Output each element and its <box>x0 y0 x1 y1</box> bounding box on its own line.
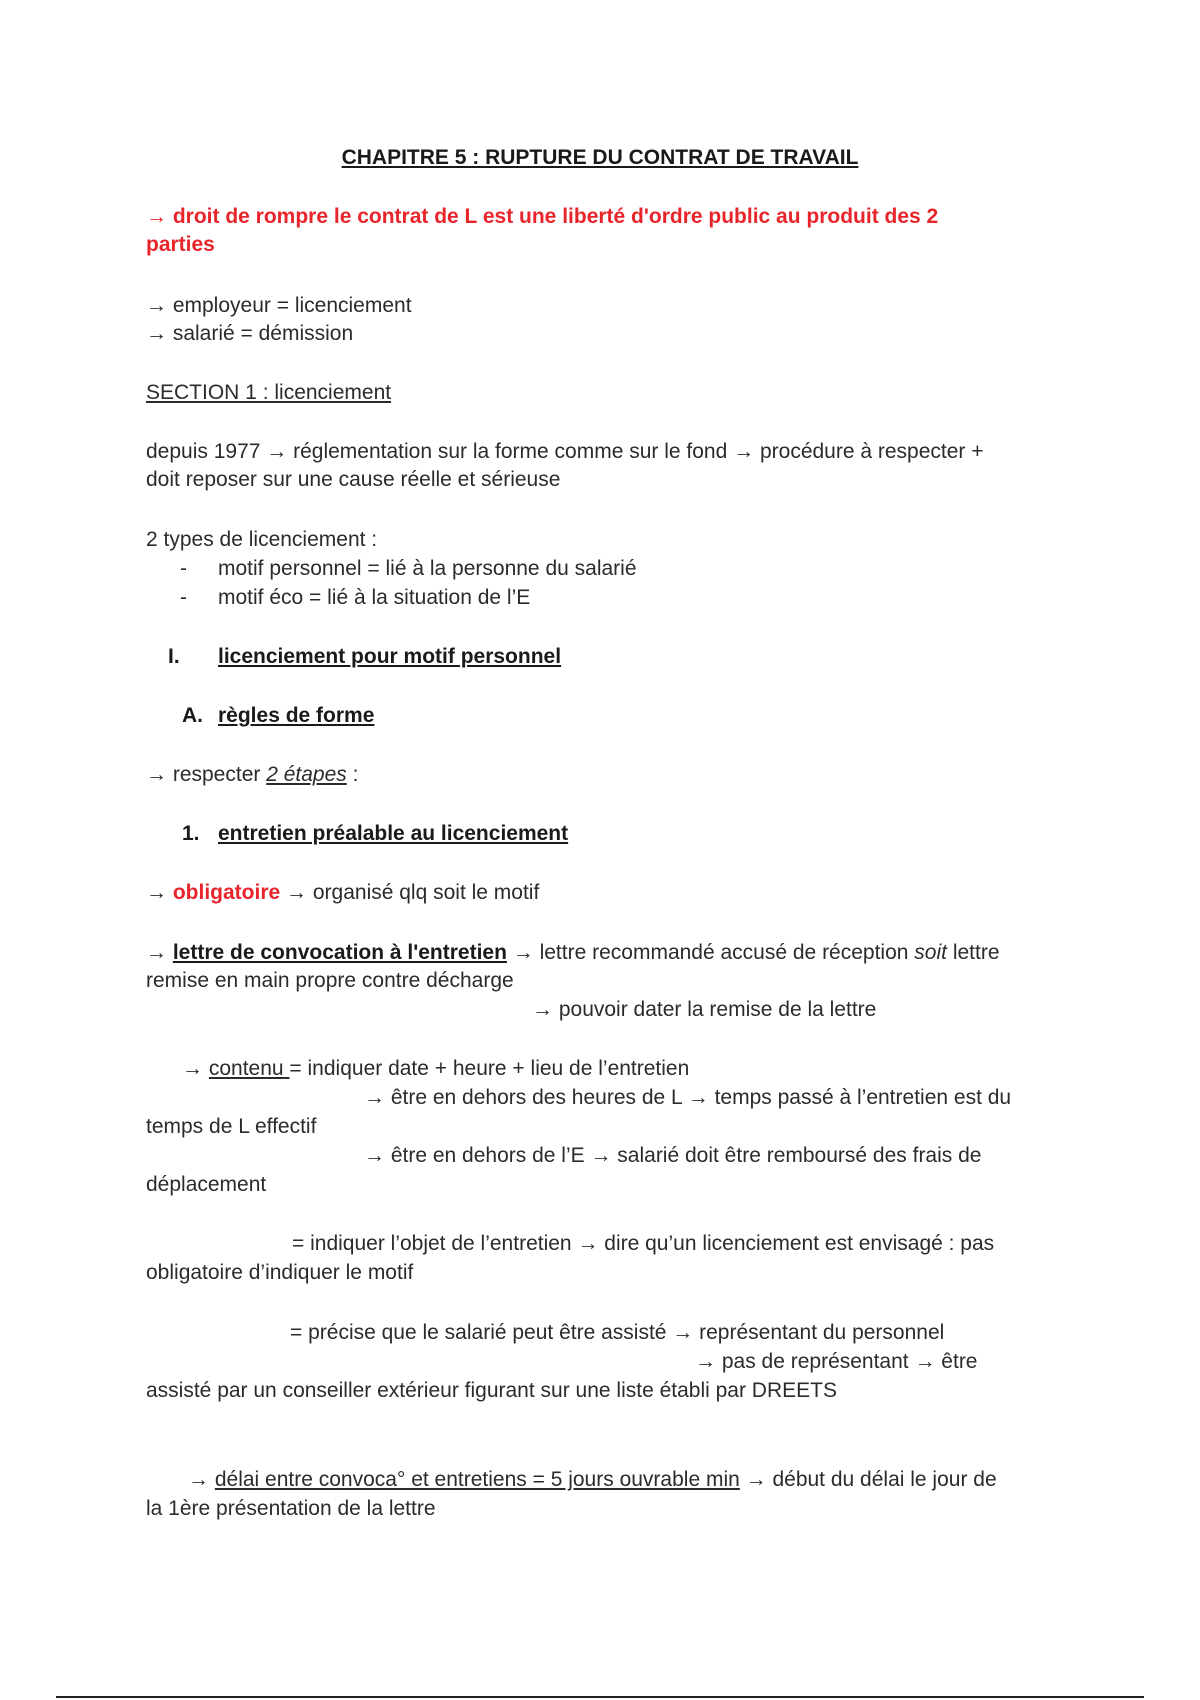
respecter-line <box>146 761 358 789</box>
arrow-icon: → <box>146 941 173 964</box>
delai-line-1 <box>188 1466 997 1494</box>
delai-emph: délai entre convoca° et entretiens = 5 jours ouvrable min <box>214 1468 740 1491</box>
types-bullet-2: - <box>180 586 187 609</box>
salarie-line: → salarié = démission <box>146 322 354 345</box>
subpart-heading: règles de forme <box>218 704 375 727</box>
depuis-line-1: depuis 1977 → réglementation sur la forme comme sur le fond → procédure à respecter + <box>146 440 984 463</box>
intro-line-1 <box>146 203 938 231</box>
obligatoire-line <box>146 879 539 907</box>
types-item-1: motif personnel = lié à la personne du salarié <box>218 557 637 580</box>
respecter-emph: 2 étapes <box>266 763 347 786</box>
obligatoire-rest: → organisé qlq soit le motif <box>280 881 540 904</box>
lettre-rest-b: lettre <box>946 941 1000 964</box>
lettre-line-3: → pouvoir dater la remise de la lettre <box>532 998 877 1021</box>
assiste-line-2: → pas de représentant → être <box>695 1350 978 1373</box>
step-number: 1. <box>182 822 200 845</box>
lettre-soit: soit <box>914 941 947 964</box>
part-heading: licenciement pour motif personnel <box>218 645 562 668</box>
objet-line-1: = indiquer l’objet de l’entretien → dire qu’un licenciement est envisagé : pas <box>292 1232 995 1255</box>
lettre-emph: lettre de convocation à l'entretien <box>172 941 507 964</box>
part-number: I. <box>168 645 180 668</box>
contenu-sub-1: → être en dehors des heures de L → temps passé à l’entretien est du <box>364 1086 1012 1109</box>
section-heading: SECTION 1 : licenciement <box>146 381 392 404</box>
contenu-sub-1-cont: temps de L effectif <box>146 1115 317 1138</box>
objet-line-2: obligatoire d’indiquer le motif <box>146 1261 414 1284</box>
contenu-sub-2-cont: déplacement <box>146 1173 267 1196</box>
types-bullet-1: - <box>180 557 187 580</box>
types-heading: 2 types de licenciement : <box>146 528 378 551</box>
types-item-2: motif éco = lié à la situation de l’E <box>218 586 531 609</box>
depuis-line-2: doit reposer sur une cause réelle et sérieuse <box>146 468 561 491</box>
delai-line-2: la 1ère présentation de la lettre <box>146 1497 436 1520</box>
subpart-number: A. <box>182 704 203 727</box>
page-title: CHAPITRE 5 : RUPTURE DU CONTRAT DE TRAVAIL <box>341 146 859 169</box>
contenu-line <box>182 1055 689 1083</box>
intro-line-2: parties <box>146 233 215 256</box>
respecter-suffix: : <box>346 763 359 786</box>
respecter-prefix: → respecter <box>146 763 267 786</box>
arrow-icon: → <box>188 1468 215 1491</box>
bottom-divider <box>56 1696 1144 1698</box>
employeur-line: → employeur = licenciement <box>146 294 412 317</box>
assiste-line-1: = précise que le salarié peut être assisté → représentant du personnel <box>290 1321 945 1344</box>
arrow-icon: → <box>146 881 173 904</box>
step-heading: entretien préalable au licenciement <box>218 822 569 845</box>
contenu-label: contenu <box>208 1057 290 1080</box>
contenu-sub-2: → être en dehors de l’E → salarié doit être remboursé des frais de <box>364 1144 982 1167</box>
intro-text-1: droit de rompre le contrat de L est une liberté d'ordre public au produit des 2 <box>172 205 939 228</box>
obligatoire-emph: obligatoire <box>172 881 281 904</box>
lettre-line-1 <box>146 939 1000 967</box>
arrow-icon: → <box>182 1057 209 1080</box>
assiste-line-3: assisté par un conseiller extérieur figurant sur une liste établi par DREETS <box>146 1379 837 1402</box>
lettre-rest-a: → lettre recommandé accusé de réception <box>506 941 915 964</box>
delai-rest: → début du délai le jour de <box>739 1468 997 1491</box>
contenu-rest: = indiquer date + heure + lieu de l’entretien <box>289 1057 690 1080</box>
arrow-icon: → <box>146 205 167 228</box>
lettre-line-2: remise en main propre contre décharge <box>146 969 514 992</box>
